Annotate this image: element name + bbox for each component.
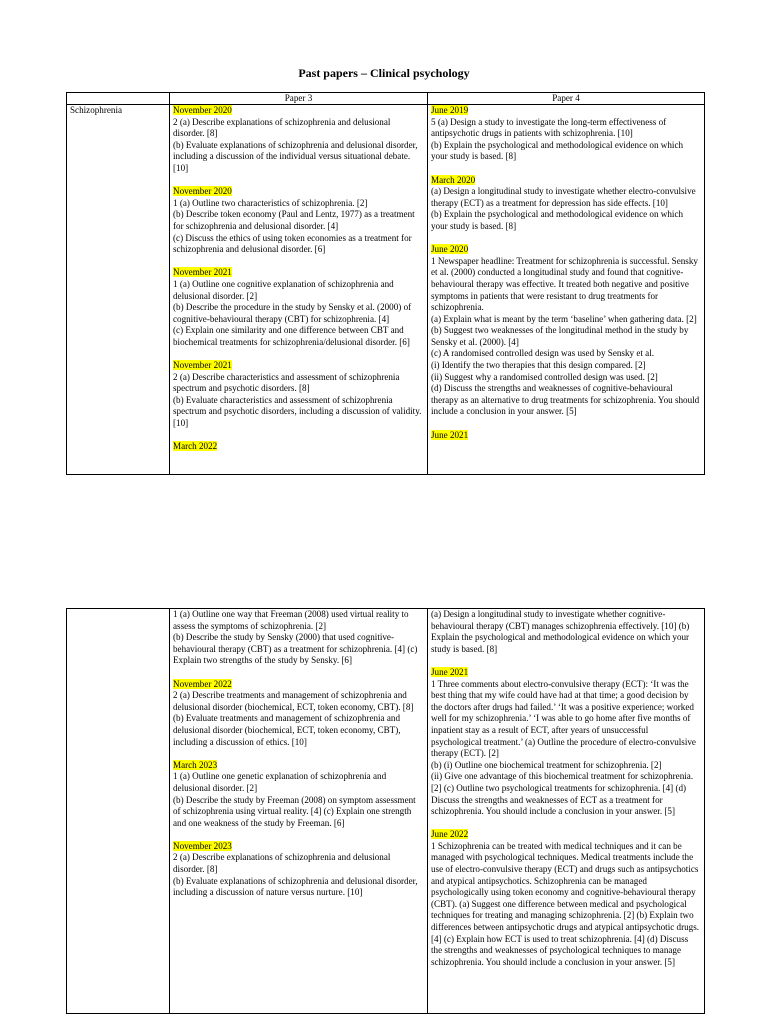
question-block (173, 267, 424, 348)
question-block (431, 609, 701, 655)
question-text: 2 (a) Describe characteristics and assessment of schizophrenia spectrum and psychotic disorders. [8] (173, 371, 400, 394)
question-text: (c) Explain one similarity and one difference between CBT and biochemical treatments for schizophrenia/delusional disorder. [6] (173, 325, 410, 347)
exam-session-date: June 2020 (431, 244, 469, 255)
question-text: (b) Evaluate explanations of schizophrenia and delusional disorder, including a discussion of the individual versus situational debate. [10] (173, 139, 418, 173)
question-text: (b) Describe the study by Freeman (2008) on symptom assessment of schizophrenia using virtual reality. [4] (c) Explain one strength and one weakness of the study by Freeman. [6] (173, 794, 416, 828)
question-text: (c) A randomised controlled design was used by Sensky et al. (431, 348, 655, 359)
question-text: (b) Explain the psychological and methodological evidence on which your study is based. [8] (431, 209, 684, 231)
topic-cell-empty (67, 609, 170, 1014)
exam-session-date: November 2022 (173, 678, 232, 689)
page-title: Past papers – Clinical psychology (298, 66, 470, 80)
question-text: (b) Evaluate explanations of schizophrenia and delusional disorder, including a discussion of nature versus nurture. [10] (173, 875, 418, 898)
question-text: 5 (a) Design a study to investigate the long-term effectiveness of antipsychotic drugs in patients with schizophrenia. [10] (431, 116, 667, 139)
table-row-schizophrenia (67, 105, 705, 475)
question-text: 1 Three comments about electro-convulsive therapy (ECT): ‘It was the best thing that my wife could have had at that time; a good decision by the doctors after drugs had failed.’ ‘It was a positive experience; worked well for my schizophrenia.’ ‘I was able to go home after five months of inpatient stay as a result of ECT, after years of unsuccessful psychological treatment.’ (a) Outline the procedure of electro-convulsive therapy (ECT). [2] (431, 678, 696, 759)
table-row-continued (67, 609, 705, 1014)
question-text: (ii) Give one advantage of this biochemical treatment for schizophrenia. [2] (c) Outline two psychological treatments for schizophrenia. [4] (d) Discuss the strengths and weaknesses of ECT as a treatment for schizophrenia. You should include a conclusion in your answer. [5] (431, 771, 694, 817)
table-header-row (67, 93, 705, 105)
question-block (431, 667, 701, 818)
past-papers-table-page-1 (66, 92, 705, 475)
question-text: (ii) Suggest why a randomised controlled design was used. [2] (431, 371, 658, 382)
question-block (173, 679, 424, 749)
exam-session-date: November 2020 (173, 105, 232, 115)
question-text: (b) Describe token economy (Paul and Lentz, 1977) as a treatment for schizophrenia and delusional disorder. [4] (173, 209, 415, 231)
exam-session-date: June 2019 (431, 105, 469, 115)
exam-session-date: June 2021 (431, 429, 469, 440)
question-text: 1 Newspaper headline: Treatment for schizophrenia is successful. Sensky et al. (2000) conducted a longitudinal study and found that cognitive-behavioural therapy was effective. It treated both negative and positive symptoms in patients that were resistant to drug treatments for schizophrenia. (431, 255, 698, 313)
question-block (173, 841, 424, 899)
question-text: (b) Evaluate treatments and management of schizophrenia and delusional disorder (biochemical, ECT, token economy, CBT), including a discussion of ethics. [10] (173, 713, 401, 747)
paper-4-cell (428, 609, 705, 1014)
exam-session-date: November 2021 (173, 360, 232, 371)
question-block (431, 244, 701, 418)
exam-session-date: November 2021 (173, 267, 232, 278)
question-block (431, 175, 701, 233)
question-text: 1 (a) Outline one way that Freeman (2008) used virtual reality to assess the symptoms of schizophrenia. [2] (173, 609, 409, 631)
question-text: (b) Evaluate characteristics and assessment of schizophrenia spectrum and psychotic disorders, including a discussion of validity. [10] (173, 394, 422, 429)
question-text: (a) Explain what is meant by the term ‘baseline’ when gathering data. [2] (431, 313, 697, 324)
exam-session-date: June 2022 (431, 829, 469, 840)
question-text: (b) (i) Outline one biochemical treatment for schizophrenia. [2] (431, 759, 662, 770)
question-text: (b) Describe the study by Sensky (2000) that used cognitive-behavioural therapy (CBT) as a treatment for schizophrenia. [4] (c) Explain two strengths of the study by Sensky. [6] (173, 632, 418, 666)
header-paper-3: Paper 3 (170, 93, 428, 105)
question-text: 1 Schizophrenia can be treated with medical techniques and it can be managed with psychological techniques. Medical treatments include the use of electro-convulsive therapy (ECT) and drugs such as antipsychotics and atypical antipsychotics. Schizophrenia can be managed psychologically using token economy and cognitive-behavioural therapy (CBT). (a) Suggest one difference between medical and psychological techniques for treating and managing schizophrenia. [2] (b) Explain two differences between antipsychotic drugs and atypical antipsychotic drugs. [4] (c) Explain how ECT is used to treat schizophrenia. [4] (d) Discuss the strengths and weaknesses of psychological techniques to manage schizophrenia. You should include a conclusion in your answer. [5] (431, 840, 700, 967)
question-text: 1 (a) Outline one genetic explanation of schizophrenia and delusional disorder. [2] (173, 771, 387, 793)
exam-session-date: March 2022 (173, 441, 218, 452)
past-papers-table-page-2 (66, 608, 705, 1014)
question-block (173, 441, 424, 453)
question-text: (b) Explain the psychological and methodological evidence on which your study is based. [8] (431, 139, 684, 162)
question-block (431, 105, 701, 163)
question-text: 2 (a) Describe explanations of schizophrenia and delusional disorder. [8] (173, 852, 391, 875)
question-block (173, 360, 424, 430)
exam-session-date: November 2020 (173, 186, 232, 197)
question-text: (a) Design a longitudinal study to investigate whether cognitive-behavioural therapy (CBT) manages schizophrenia effectively. [10] (b) Explain the psychological and methodological evidence on which your study is based. [8] (431, 609, 690, 654)
exam-session-date: March 2023 (173, 759, 218, 770)
exam-session-date: November 2023 (173, 840, 232, 851)
paper-3-cell (170, 609, 428, 1014)
paper-4-cell (428, 105, 705, 475)
question-text: 1 (a) Outline two characteristics of schizophrenia. [2] (173, 197, 368, 208)
paper-3-cell (170, 105, 428, 475)
question-block (173, 186, 424, 256)
question-text: (b) Describe the procedure in the study by Sensky et al. (2000) of cognitive-behavioural therapy (CBT) for schizophrenia. [4] (173, 302, 412, 324)
question-block (173, 760, 424, 830)
question-text: (c) Discuss the ethics of using token economies as a treatment for schizophrenia and delusional disorder. [6] (173, 232, 412, 255)
header-blank-cell (67, 93, 170, 105)
question-text: (a) Design a longitudinal study to investigate whether electro-convulsive therapy (ECT) as a treatment for depression has side effects. [10] (431, 186, 696, 208)
question-block (173, 105, 424, 175)
question-text: 1 (a) Outline one cognitive explanation of schizophrenia and delusional disorder. [2] (173, 278, 394, 301)
question-block (173, 609, 424, 667)
header-paper-4: Paper 4 (428, 93, 705, 105)
question-text: (d) Discuss the strengths and weaknesses of cognitive-behavioural therapy as an alternative to drug treatments for schizophrenia. You should include a conclusion in your answer. [5] (431, 383, 700, 417)
question-text: (i) Identify the two therapies that this design compared. [2] (431, 360, 646, 371)
question-block (431, 829, 701, 968)
topic-label: Schizophrenia (67, 105, 170, 475)
exam-session-date: March 2020 (431, 174, 476, 185)
question-text: 2 (a) Describe explanations of schizophrenia and delusional disorder. [8] (173, 116, 391, 139)
question-text: (b) Suggest two weaknesses of the longitudinal method in the study by Sensky et al. (2000). [4] (431, 325, 689, 347)
exam-session-date: June 2021 (431, 666, 469, 677)
question-text: 2 (a) Describe treatments and management of schizophrenia and delusional disorder (biochemical, ECT, token economy, CBT). [8] (173, 690, 414, 712)
question-block (431, 430, 701, 442)
